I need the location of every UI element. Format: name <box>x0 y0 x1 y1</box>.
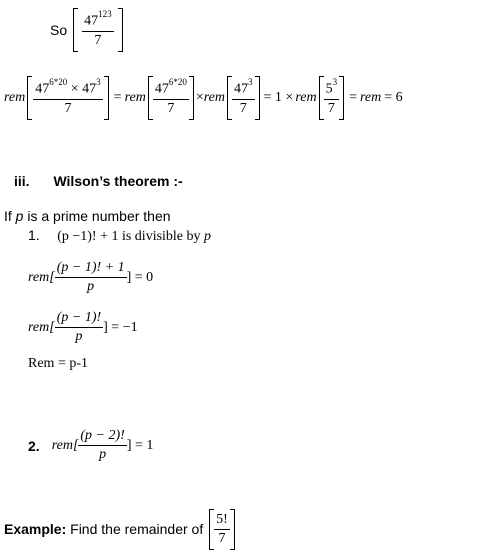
eq-b-rem: rem[ <box>28 319 55 335</box>
equals-1: = <box>113 90 122 105</box>
item-1-number: 1. <box>28 227 40 243</box>
example-fraction <box>214 512 230 547</box>
eq-a-fraction <box>55 260 127 295</box>
fraction-2-den: 7 <box>167 100 175 116</box>
fraction-2-num: $47^{6*20}$ <box>153 79 189 100</box>
example-den: 7 <box>218 530 226 546</box>
intro-p: p <box>15 208 24 224</box>
fraction-4-num: $5^3$ <box>324 79 340 100</box>
item-1-p: p <box>204 229 212 244</box>
eq-b-fraction <box>55 310 103 345</box>
fraction-4 <box>324 79 340 117</box>
intro-line <box>4 208 171 224</box>
intro-pre: If <box>4 208 16 224</box>
item-2-number: 2. <box>28 437 40 454</box>
intro-post: is a prime number then <box>23 208 171 224</box>
eq-a-rem: rem[ <box>28 269 55 285</box>
bracket-2 <box>148 76 194 120</box>
so-denominator: 7 <box>94 32 102 48</box>
example-bracket <box>209 509 235 550</box>
equals-2: = 1 × <box>263 90 294 105</box>
item-2-num: (p − 2)! <box>78 428 126 446</box>
rem-5: rem <box>359 90 382 105</box>
so-label: So <box>50 22 68 38</box>
eq-a-den: p <box>87 279 95 294</box>
section-number: iii. <box>14 173 30 189</box>
equation-b <box>28 310 138 345</box>
eq-a-num: (p − 1)! + 1 <box>55 260 127 278</box>
rem-2: rem <box>124 90 146 105</box>
times-2: × <box>195 90 204 105</box>
bracket-4 <box>319 76 345 120</box>
item-2-tail: ] = 1 <box>126 437 154 453</box>
fraction-4-den: 7 <box>327 100 335 116</box>
eq-a-tail: ] = 0 <box>126 269 154 285</box>
item-2-fraction <box>78 428 126 463</box>
bracket-3 <box>227 76 260 120</box>
so-bracket <box>73 8 123 52</box>
example-num: 5! <box>214 512 230 530</box>
item-2-rem: rem[ <box>51 437 79 453</box>
example-label: Example: <box>4 521 67 537</box>
rem-1: rem <box>4 90 26 105</box>
fraction-1-num: $47^{6*20} \times 47^3$ <box>33 79 102 100</box>
fraction-3-den: 7 <box>239 100 247 116</box>
so-numerator: $47^{123}$ <box>82 11 114 32</box>
item-2 <box>28 428 153 463</box>
eq-b-den: p <box>75 329 83 344</box>
fraction-1 <box>33 79 102 117</box>
bracket-1 <box>27 76 108 120</box>
section-title: Wilson’s theorem :- <box>53 173 183 189</box>
eq-b-num: (p − 1)! <box>55 310 103 328</box>
section-heading <box>14 173 183 189</box>
fraction-3 <box>232 79 255 117</box>
eq-b-tail: ] = −1 <box>103 319 138 335</box>
item-2-den: p <box>99 447 107 462</box>
example-line <box>4 507 237 551</box>
equals-3: = <box>349 90 357 105</box>
so-fraction <box>82 11 114 49</box>
example-text: Find the remainder of <box>66 521 208 537</box>
result-6: = 6 <box>384 90 403 105</box>
rem-4: rem <box>295 90 317 105</box>
fraction-1-den: 7 <box>64 100 72 116</box>
rem-chain <box>4 74 403 122</box>
fraction-3-num: $47^3$ <box>232 79 255 100</box>
item-1-text: (p −1)! + 1 is divisible by <box>57 229 205 244</box>
fraction-2 <box>153 79 189 117</box>
rem-3: rem <box>203 90 226 105</box>
item-1 <box>28 227 211 245</box>
line-so <box>50 6 125 54</box>
rem-line: Rem = p-1 <box>28 356 88 371</box>
equation-a <box>28 260 153 295</box>
